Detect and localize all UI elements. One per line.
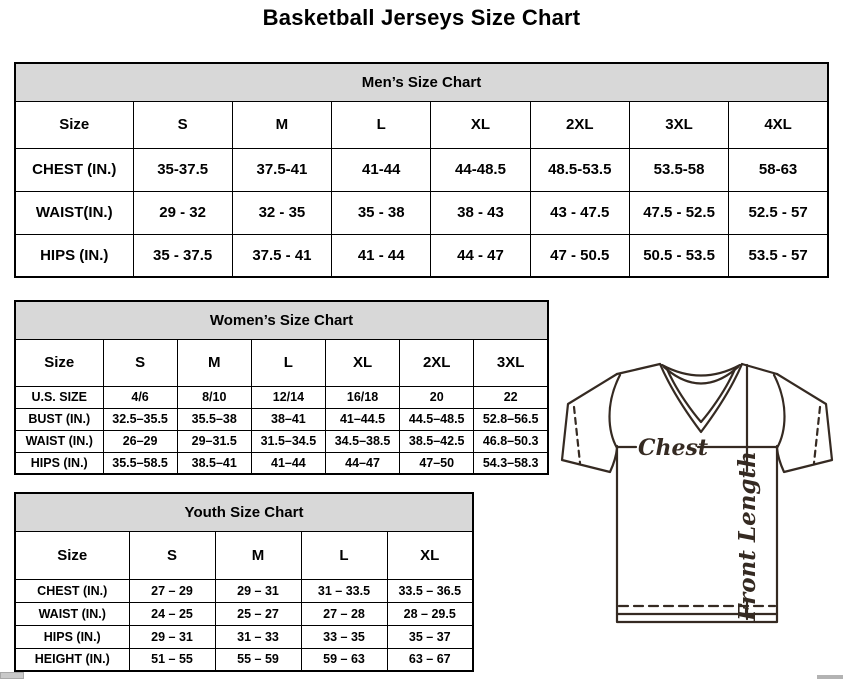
column-header: 4XL — [729, 101, 828, 148]
table-cell: 31 – 33 — [215, 625, 301, 648]
table-cell: 35.5–58.5 — [103, 452, 177, 474]
column-header: L — [332, 101, 431, 148]
table-cell: 8/10 — [177, 386, 251, 408]
column-header: Size — [15, 531, 129, 579]
table-row — [15, 452, 548, 474]
youth-table-title: Youth Size Chart — [15, 493, 473, 531]
table-cell: 25 – 27 — [215, 602, 301, 625]
table-cell: 29 - 32 — [133, 191, 232, 234]
table-cell: 41–44 — [251, 452, 325, 474]
row-label: CHEST (IN.) — [15, 148, 133, 191]
row-label: HIPS (IN.) — [15, 234, 133, 277]
table-cell: 31.5–34.5 — [251, 430, 325, 452]
column-header: M — [177, 339, 251, 386]
table-cell: 44.5–48.5 — [400, 408, 474, 430]
page-title: Basketball Jerseys Size Chart — [262, 5, 581, 30]
left-cuff-dashed-line — [574, 407, 580, 463]
table-cell: 44-48.5 — [431, 148, 530, 191]
column-header: L — [251, 339, 325, 386]
table-cell: 54.3–58.3 — [474, 452, 548, 474]
table-row — [15, 531, 473, 579]
table-cell: 29 – 31 — [215, 579, 301, 602]
table-cell: 55 – 59 — [215, 648, 301, 671]
column-header: 3XL — [474, 339, 548, 386]
column-header: Size — [15, 339, 103, 386]
table-cell: 35-37.5 — [133, 148, 232, 191]
table-cell: 28 – 29.5 — [387, 602, 473, 625]
table-cell: 33 – 35 — [301, 625, 387, 648]
table-row — [15, 234, 828, 277]
womens-table-title: Women’s Size Chart — [15, 301, 548, 339]
right-armhole-seam — [774, 375, 785, 448]
column-header: S — [133, 101, 232, 148]
table-cell: 12/14 — [251, 386, 325, 408]
row-label: CHEST (IN.) — [15, 579, 129, 602]
table-cell: 41-44 — [332, 148, 431, 191]
table-cell: 38 - 43 — [431, 191, 530, 234]
table-row — [15, 339, 548, 386]
table-cell: 29–31.5 — [177, 430, 251, 452]
table-cell: 41 - 44 — [332, 234, 431, 277]
column-header: XL — [325, 339, 399, 386]
column-header: XL — [431, 101, 530, 148]
front-length-label: Front Length — [734, 451, 761, 621]
column-header: S — [103, 339, 177, 386]
table-cell: 4/6 — [103, 386, 177, 408]
table-cell: 53.5-58 — [629, 148, 728, 191]
table-cell: 26–29 — [103, 430, 177, 452]
table-row — [15, 63, 828, 101]
table-cell: 22 — [474, 386, 548, 408]
row-label: HIPS (IN.) — [15, 452, 103, 474]
table-row — [15, 191, 828, 234]
table-cell: 58-63 — [729, 148, 828, 191]
left-armhole-seam — [610, 375, 621, 448]
scrollbar-fragment-right[interactable] — [817, 675, 843, 679]
row-label: HEIGHT (IN.) — [15, 648, 129, 671]
table-cell: 52.8–56.5 — [474, 408, 548, 430]
table-row — [15, 648, 473, 671]
mens-size-table — [14, 62, 829, 278]
table-cell: 47 - 50.5 — [530, 234, 629, 277]
table-cell: 34.5–38.5 — [325, 430, 399, 452]
column-header: 2XL — [400, 339, 474, 386]
table-cell: 63 – 67 — [387, 648, 473, 671]
chest-label: Chest — [638, 435, 709, 461]
table-cell: 31 – 33.5 — [301, 579, 387, 602]
table-cell: 41–44.5 — [325, 408, 399, 430]
right-cuff-dashed-line — [814, 407, 820, 463]
table-row — [15, 408, 548, 430]
column-header: 3XL — [629, 101, 728, 148]
row-label: U.S. SIZE — [15, 386, 103, 408]
column-header: S — [129, 531, 215, 579]
table-cell: 43 - 47.5 — [530, 191, 629, 234]
scrollbar-fragment-left[interactable] — [0, 672, 24, 679]
table-cell: 37.5-41 — [232, 148, 331, 191]
row-label: HIPS (IN.) — [15, 625, 129, 648]
table-cell: 44 - 47 — [431, 234, 530, 277]
table-row — [15, 148, 828, 191]
table-cell: 52.5 - 57 — [729, 191, 828, 234]
table-row — [15, 493, 473, 531]
mens-table-title: Men’s Size Chart — [15, 63, 828, 101]
table-cell: 37.5 - 41 — [232, 234, 331, 277]
womens-size-table — [14, 300, 549, 475]
row-label: WAIST (IN.) — [15, 602, 129, 625]
table-row — [15, 579, 473, 602]
column-header: 2XL — [530, 101, 629, 148]
table-row — [15, 602, 473, 625]
table-row — [15, 625, 473, 648]
table-cell: 48.5-53.5 — [530, 148, 629, 191]
table-cell: 47–50 — [400, 452, 474, 474]
table-row — [15, 301, 548, 339]
table-cell: 47.5 - 52.5 — [629, 191, 728, 234]
table-cell: 38.5–42.5 — [400, 430, 474, 452]
table-cell: 35 – 37 — [387, 625, 473, 648]
table-cell: 32.5–35.5 — [103, 408, 177, 430]
table-cell: 27 – 29 — [129, 579, 215, 602]
column-header: Size — [15, 101, 133, 148]
table-cell: 46.8–50.3 — [474, 430, 548, 452]
table-cell: 33.5 – 36.5 — [387, 579, 473, 602]
column-header: XL — [387, 531, 473, 579]
youth-size-table — [14, 492, 474, 672]
table-cell: 35.5–38 — [177, 408, 251, 430]
row-label: WAIST(IN.) — [15, 191, 133, 234]
column-header: L — [301, 531, 387, 579]
table-cell: 35 - 37.5 — [133, 234, 232, 277]
left-shoulder-line — [617, 364, 660, 374]
table-cell: 20 — [400, 386, 474, 408]
table-cell: 53.5 - 57 — [729, 234, 828, 277]
column-header: M — [215, 531, 301, 579]
table-cell: 16/18 — [325, 386, 399, 408]
table-cell: 38–41 — [251, 408, 325, 430]
table-row — [15, 430, 548, 452]
jersey-measurement-diagram — [558, 358, 840, 630]
table-cell: 50.5 - 53.5 — [629, 234, 728, 277]
row-label: WAIST (IN.) — [15, 430, 103, 452]
table-row — [15, 386, 548, 408]
jersey-diagram-svg — [558, 358, 840, 630]
table-row — [15, 101, 828, 148]
column-header: M — [232, 101, 331, 148]
table-cell: 29 – 31 — [129, 625, 215, 648]
row-label: BUST (IN.) — [15, 408, 103, 430]
table-cell: 35 - 38 — [332, 191, 431, 234]
table-cell: 24 – 25 — [129, 602, 215, 625]
table-cell: 38.5–41 — [177, 452, 251, 474]
table-cell: 32 - 35 — [232, 191, 331, 234]
table-cell: 27 – 28 — [301, 602, 387, 625]
table-cell: 44–47 — [325, 452, 399, 474]
table-cell: 51 – 55 — [129, 648, 215, 671]
table-cell: 59 – 63 — [301, 648, 387, 671]
